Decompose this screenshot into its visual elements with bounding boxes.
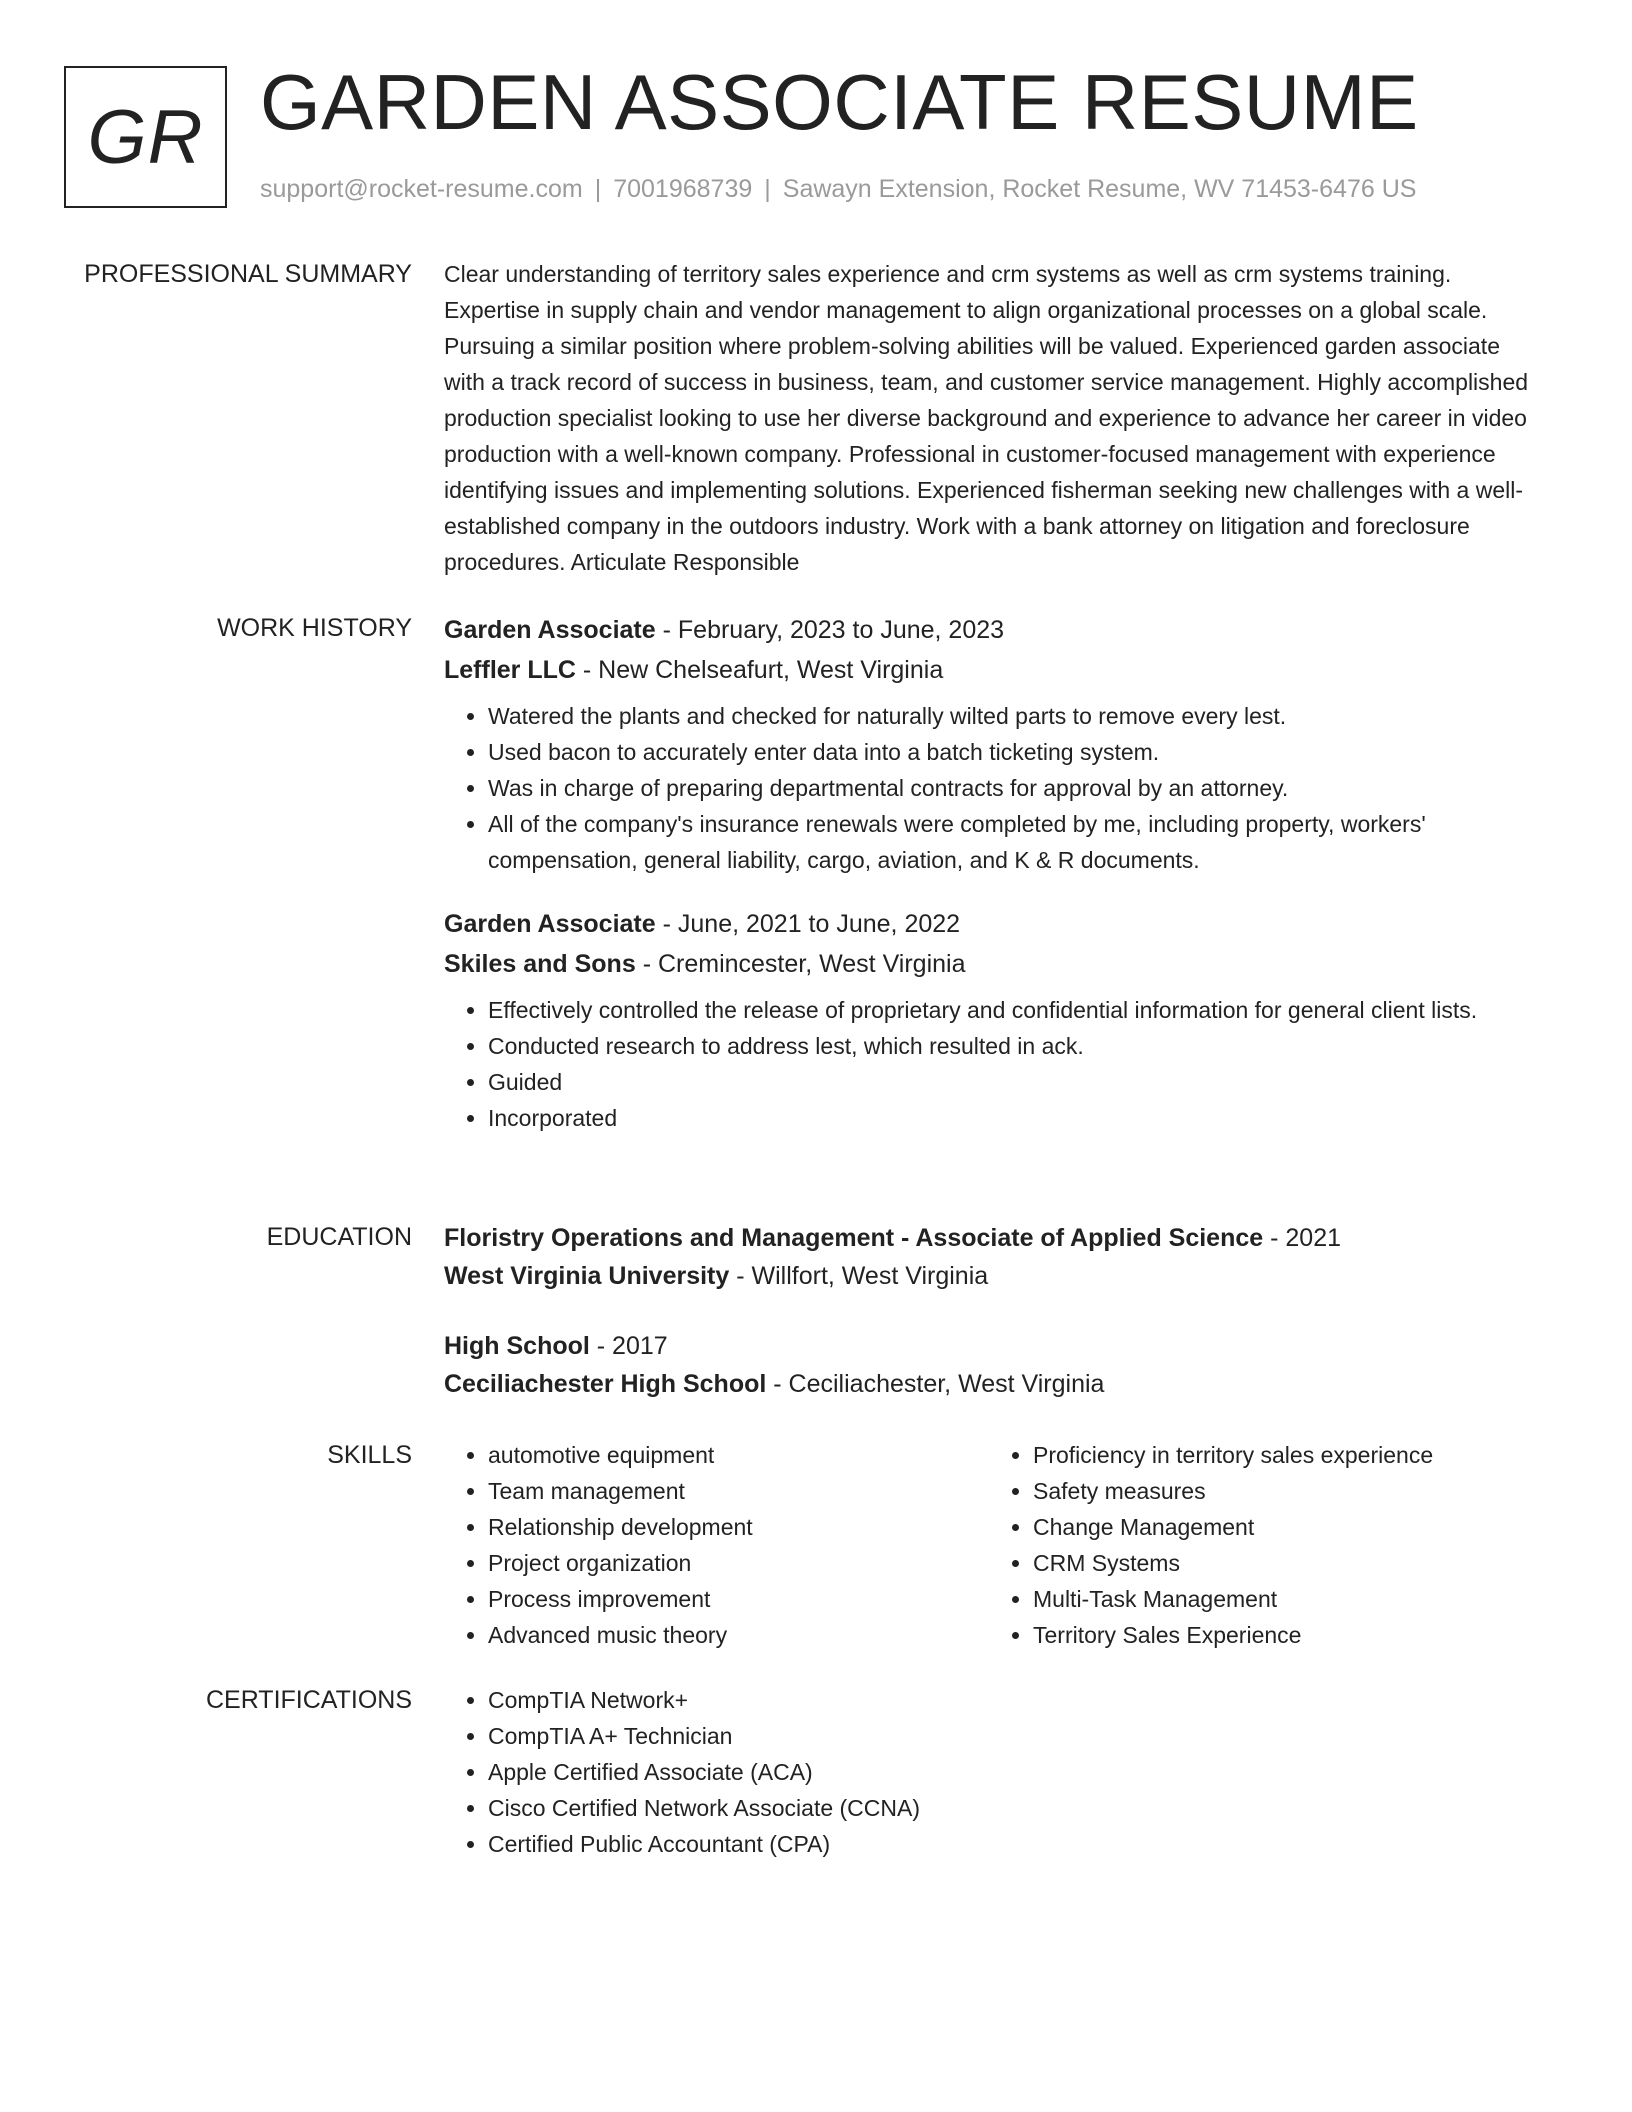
phone-text: 7001968739: [613, 175, 753, 203]
initials-monogram: GR: [64, 66, 227, 208]
skills-column-left: [444, 1437, 989, 1653]
list-item: • Team management: [488, 1473, 989, 1509]
degree-line: [444, 1327, 1544, 1365]
list-item: • Multi-Task Management: [1033, 1581, 1534, 1617]
job-company: Skiles and Sons: [444, 950, 636, 978]
list-item: • Proficiency in territory sales experience: [1033, 1437, 1534, 1473]
work-body: [444, 610, 1544, 1136]
skills-column-right: [989, 1437, 1534, 1653]
certifications-body: [444, 1682, 1544, 1862]
job-dates: - June, 2021 to June, 2022: [655, 910, 961, 938]
job-company-line: [444, 944, 1544, 984]
list-item: • Was in charge of preparing departmental contracts for approval by an attorney.: [488, 770, 1544, 806]
list-item: • Territory Sales Experience: [1033, 1617, 1534, 1653]
job-location: - New Chelseafurt, West Virginia: [575, 656, 944, 684]
school-name: Ceciliachester High School: [444, 1370, 767, 1398]
job-bullets: [444, 992, 1544, 1136]
degree-line: [444, 1219, 1544, 1257]
skills-list: [989, 1437, 1534, 1653]
list-item: • Conducted research to address lest, which resulted in ack.: [488, 1028, 1544, 1064]
school-name: West Virginia University: [444, 1262, 730, 1290]
list-item: • Guided: [488, 1064, 1544, 1100]
section-label-certifications: CERTIFICATIONS: [205, 1686, 412, 1714]
list-item: • Change Management: [1033, 1509, 1534, 1545]
degree-year: - 2017: [589, 1332, 668, 1360]
email-text: support@rocket-resume.com: [260, 175, 583, 203]
list-item: • Incorporated: [488, 1100, 1544, 1136]
school-line: [444, 1257, 1544, 1295]
list-item: • All of the company's insurance renewals were completed by me, including property, workers' compensation, general liability, cargo, aviation, and K & R documents.: [488, 806, 1544, 878]
job-dates: - February, 2023 to June, 2023: [655, 616, 1005, 644]
list-item: • CRM Systems: [1033, 1545, 1534, 1581]
job-title: Garden Associate: [444, 616, 656, 644]
education-body: [444, 1219, 1544, 1403]
degree-year: - 2021: [1263, 1224, 1342, 1252]
list-item: • automotive equipment: [488, 1437, 989, 1473]
list-item: • Cisco Certified Network Associate (CCNA): [488, 1790, 1544, 1826]
list-item: • Used bacon to accurately enter data into a batch ticketing system.: [488, 734, 1544, 770]
education-entry: [444, 1327, 1544, 1403]
degree-name: High School: [444, 1332, 590, 1360]
section-label-skills: SKILLS: [327, 1441, 412, 1469]
education-entry: [444, 1219, 1544, 1295]
list-item: • CompTIA Network+: [488, 1682, 1544, 1718]
list-item: • Effectively controlled the release of proprietary and confidential information for general client lists.: [488, 992, 1544, 1028]
job-location: - Cremincester, West Virginia: [635, 950, 966, 978]
section-label-education: EDUCATION: [266, 1223, 412, 1251]
contact-separator: |: [764, 175, 771, 203]
contact-separator: |: [594, 175, 602, 203]
skills-columns: [444, 1437, 1544, 1653]
section-label-work: WORK HISTORY: [217, 614, 412, 642]
job-company: Leffler LLC: [444, 656, 576, 684]
summary-body: [444, 256, 1544, 580]
school-line: [444, 1365, 1544, 1403]
certifications-list: [444, 1682, 1544, 1862]
summary-text: Clear understanding of territory sales experience and crm systems as well as crm systems training. Expertise in supply chain and vendor management to align organizational processes on a global scale. Pursuing a similar position where problem-solving abilities will be valued. Experienced garden associate with a track record of success in business, team, and customer service management. Highly accomplished production specialist looking to use her diverse background and experience to advance her career in video production with a well-known company. Professional in customer-focused management with experience identifying issues and implementing solutions. Experienced fisherman seeking new challenges with a well-established company in the outdoors industry. Work with a bank attorney on litigation and foreclosure procedures. Articulate Responsible: [444, 261, 1529, 575]
address-text: Sawayn Extension, Rocket Resume, WV 71453-6476 US: [782, 175, 1417, 203]
resume-title: GARDEN ASSOCIATE RESUME: [260, 58, 1419, 146]
job-company-line: [444, 650, 1544, 690]
list-item: • Certified Public Accountant (CPA): [488, 1826, 1544, 1862]
skills-body: [444, 1437, 1544, 1653]
list-item: • Process improvement: [488, 1581, 989, 1617]
list-item: • Advanced music theory: [488, 1617, 989, 1653]
school-location: - Willfort, West Virginia: [729, 1262, 989, 1290]
degree-name: Floristry Operations and Management - Associate of Applied Science: [444, 1224, 1264, 1252]
section-label-summary: PROFESSIONAL SUMMARY: [84, 260, 412, 288]
list-item: • Project organization: [488, 1545, 989, 1581]
contact-line: [260, 172, 1416, 206]
list-item: • Apple Certified Associate (ACA): [488, 1754, 1544, 1790]
list-item: • CompTIA A+ Technician: [488, 1718, 1544, 1754]
job-title-line: [444, 904, 1544, 944]
job-title-line: [444, 610, 1544, 650]
school-location: - Ceciliachester, West Virginia: [766, 1370, 1105, 1398]
list-item: • Safety measures: [1033, 1473, 1534, 1509]
job-entry: [444, 904, 1544, 1136]
list-item: • Watered the plants and checked for naturally wilted parts to remove every lest.: [488, 698, 1544, 734]
list-item: • Relationship development: [488, 1509, 989, 1545]
skills-list: [444, 1437, 989, 1653]
job-entry: [444, 610, 1544, 878]
job-title: Garden Associate: [444, 910, 656, 938]
job-bullets: [444, 698, 1544, 878]
